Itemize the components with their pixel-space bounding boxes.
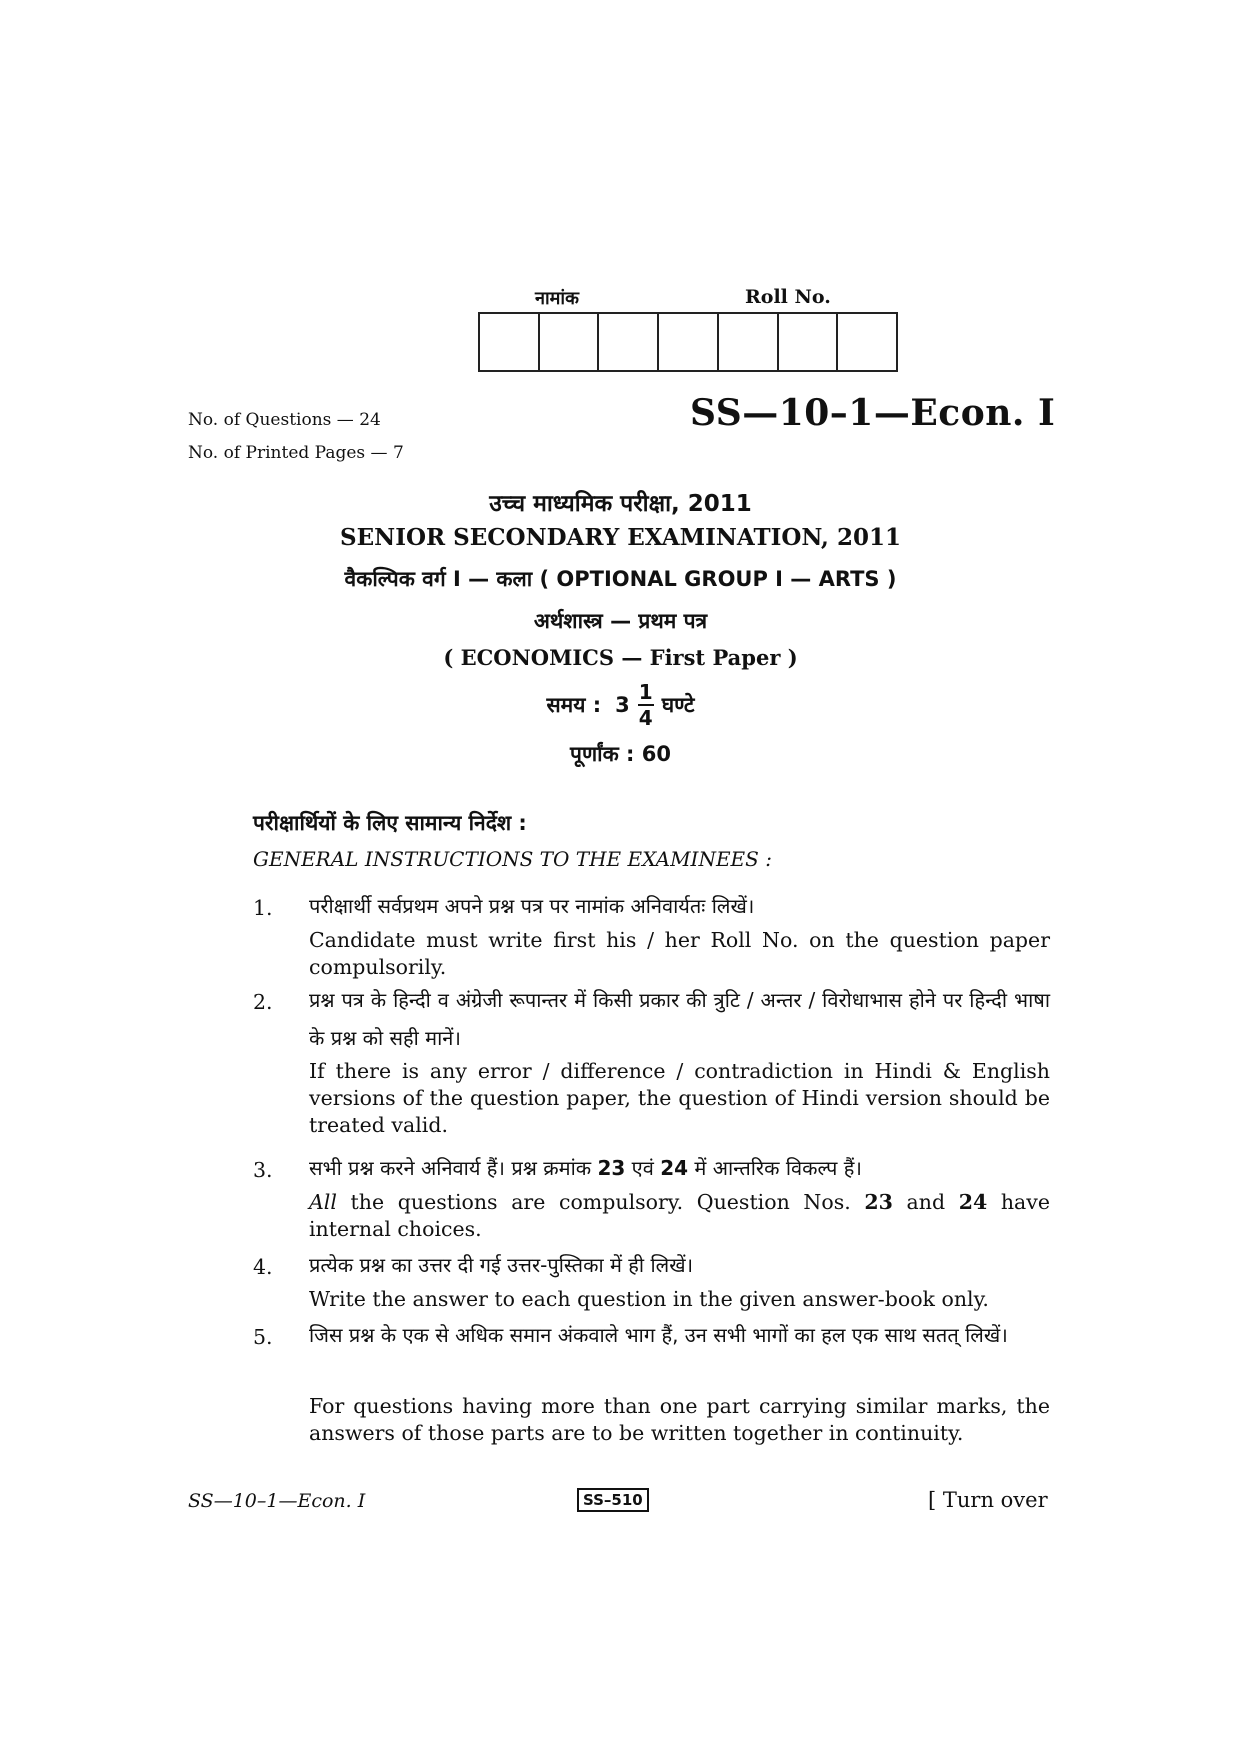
roll-digit-box: [719, 314, 779, 370]
instruction-number: 2.: [253, 990, 273, 1014]
time-numerator: 1: [638, 680, 653, 704]
roll-number-boxes: [478, 312, 898, 372]
exam-title: SENIOR SECONDARY EXAMINATION, 2011: [340, 524, 901, 551]
time-fraction: [638, 682, 654, 728]
roll-digit-box: [838, 314, 896, 370]
instructions-heading-hindi: परीक्षार्थियों के लिए सामान्य निर्देश :: [253, 811, 527, 835]
instruction-text-hindi: सभी प्रश्न करने अनिवार्य हैं। प्रश्न क्रमांक 23 एवं 24 में आन्तरिक विकल्प हैं।: [309, 1156, 862, 1180]
exam-title-hindi: उच्च माध्यमिक परीक्षा, 2011: [489, 491, 752, 517]
instruction-number: 4.: [253, 1255, 273, 1279]
instruction-number: 5.: [253, 1325, 273, 1349]
roll-digit-box: [779, 314, 839, 370]
roll-digit-box: [480, 314, 540, 370]
roll-label: Roll No.: [745, 286, 831, 308]
paper-code: SS—10–1—Econ. I: [690, 392, 1056, 434]
time-allowed: [0, 682, 1241, 728]
number-of-pages: No. of Printed Pages — 7: [188, 443, 404, 463]
roll-label-hindi: नामांक: [535, 288, 579, 309]
instruction-text: If there is any error / difference / contradiction in Hindi & English versions of the question paper, the question of Hindi version should be treated valid.: [309, 1059, 1050, 1137]
time-unit: घण्टे: [661, 693, 695, 717]
instruction-text-hindi: प्रश्न पत्र के हिन्दी व अंग्रेजी रूपान्तर में किसी प्रकार की त्रुटि / अन्तर / विरोधाभास होने पर हिन्दी भाषा के प्रश्न को सही मानें।: [309, 988, 1050, 1050]
time-whole: 3: [615, 693, 630, 717]
time-label: समय :: [546, 693, 602, 717]
maximum-marks: पूर्णांक : 60: [570, 742, 671, 766]
instruction-text-hindi: परीक्षार्थी सर्वप्रथम अपने प्रश्न पत्र पर नामांक अनिवार्यतः लिखें।: [309, 894, 755, 918]
number-of-questions: No. of Questions — 24: [188, 410, 381, 430]
roll-digit-box: [659, 314, 719, 370]
instruction-text: All the questions are compulsory. Question Nos. 23 and 24 have internal choices.: [309, 1190, 1050, 1241]
instruction-text: Candidate must write first his / her Roll No. on the question paper compulsorily.: [309, 928, 1050, 979]
subject-hindi: अर्थशास्त्र — प्रथम पत्र: [533, 609, 708, 633]
instruction-text: Write the answer to each question in the given answer-book only.: [309, 1287, 989, 1311]
instruction-number: 3.: [253, 1158, 273, 1182]
instruction-number: 1.: [253, 896, 273, 920]
footer-paper-code: SS—10–1—Econ. I: [188, 1490, 366, 1512]
instructions-heading: GENERAL INSTRUCTIONS TO THE EXAMINEES :: [253, 847, 772, 871]
instruction-text-hindi: जिस प्रश्न के एक से अधिक समान अंकवाले भाग हैं, उन सभी भागों का हल एक साथ सतत् लिखें।: [309, 1323, 1008, 1347]
roll-digit-box: [540, 314, 600, 370]
roll-digit-box: [599, 314, 659, 370]
instruction-text-hindi: प्रत्येक प्रश्न का उत्तर दी गई उत्तर-पुस्तिका में ही लिखें।: [309, 1253, 694, 1277]
instruction-text: For questions having more than one part carrying similar marks, the answers of those parts are to be written together in continuity.: [309, 1394, 1050, 1445]
subject: ( ECONOMICS — First Paper ): [443, 645, 798, 670]
time-denominator: 4: [638, 706, 653, 730]
footer-series-code: SS–510: [577, 1488, 649, 1512]
optional-group: वैकल्पिक वर्ग I — कला ( OPTIONAL GROUP I — ARTS ): [344, 567, 897, 591]
turn-over-note: [ Turn over: [928, 1488, 1048, 1512]
